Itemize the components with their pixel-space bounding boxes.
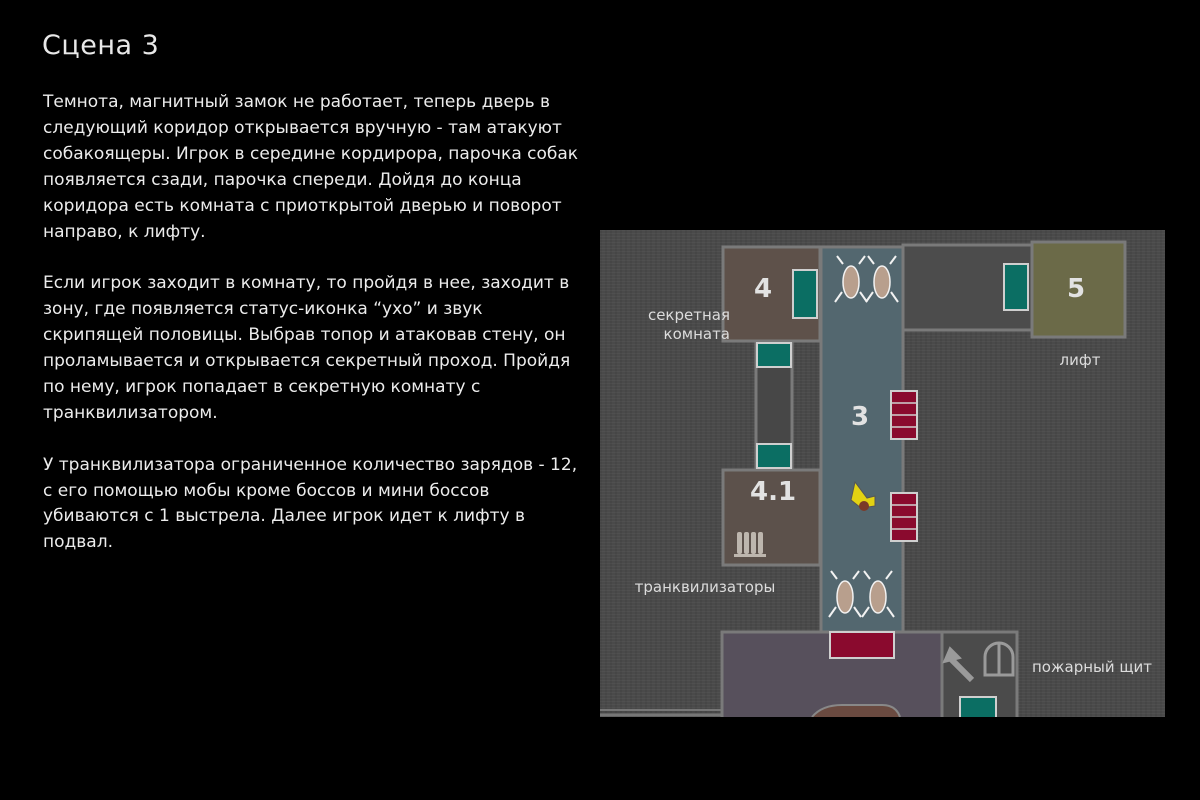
red-door-bottom: [830, 632, 894, 658]
paragraph-2: Если игрок заходит в комнату, то пройдя в нее, заходит в зону, где появляется статус-иконка “ухо” и звук скрипящей половицы. Выбрав топор и атаковав стену, он проламывается и открывается секретный проход. Пройдя по нему, игрок попадает в секретную комнату с транквилизатором.: [43, 273, 571, 423]
door-elevator: [1004, 264, 1028, 310]
room-4-number: 4: [754, 274, 773, 304]
elevator-label: лифт: [1059, 351, 1101, 369]
room-5-number: 5: [1067, 274, 1086, 304]
door-secret-bottom: [757, 444, 791, 468]
scene-description: [43, 90, 588, 582]
scene-title: Сцена 3: [42, 30, 160, 61]
paragraph-3: У транквилизатора ограниченное количество зарядов - 12, с его помощью мобы кроме боссов и мини боссов убиваются с 1 выстрела. Далее игрок идет к лифту в подвал.: [43, 454, 578, 553]
door-room-4: [793, 270, 817, 318]
room-3-number: 3: [851, 402, 870, 432]
door-secret-top: [757, 343, 791, 367]
door-fire-cabinet: [960, 697, 996, 717]
level-map: [600, 230, 1165, 717]
fire-cabinet-label: пожарный щит: [1032, 658, 1152, 676]
tranquilizers-label: транквилизаторы: [634, 578, 776, 596]
furniture: [812, 705, 900, 717]
room-4-1-number: 4.1: [750, 477, 797, 507]
paragraph-1: Темнота, магнитный замок не работает, теперь дверь в следующий коридор открывается вручную - там атакуют собакоящеры. Игрок в середине кордирора, парочка собак появляется сзади, парочка спереди. Дойдя до конца коридора есть комната с приоткрытой дверью и поворот направо, к лифту.: [43, 92, 579, 242]
secret-room-label: секретная комната: [647, 306, 730, 343]
